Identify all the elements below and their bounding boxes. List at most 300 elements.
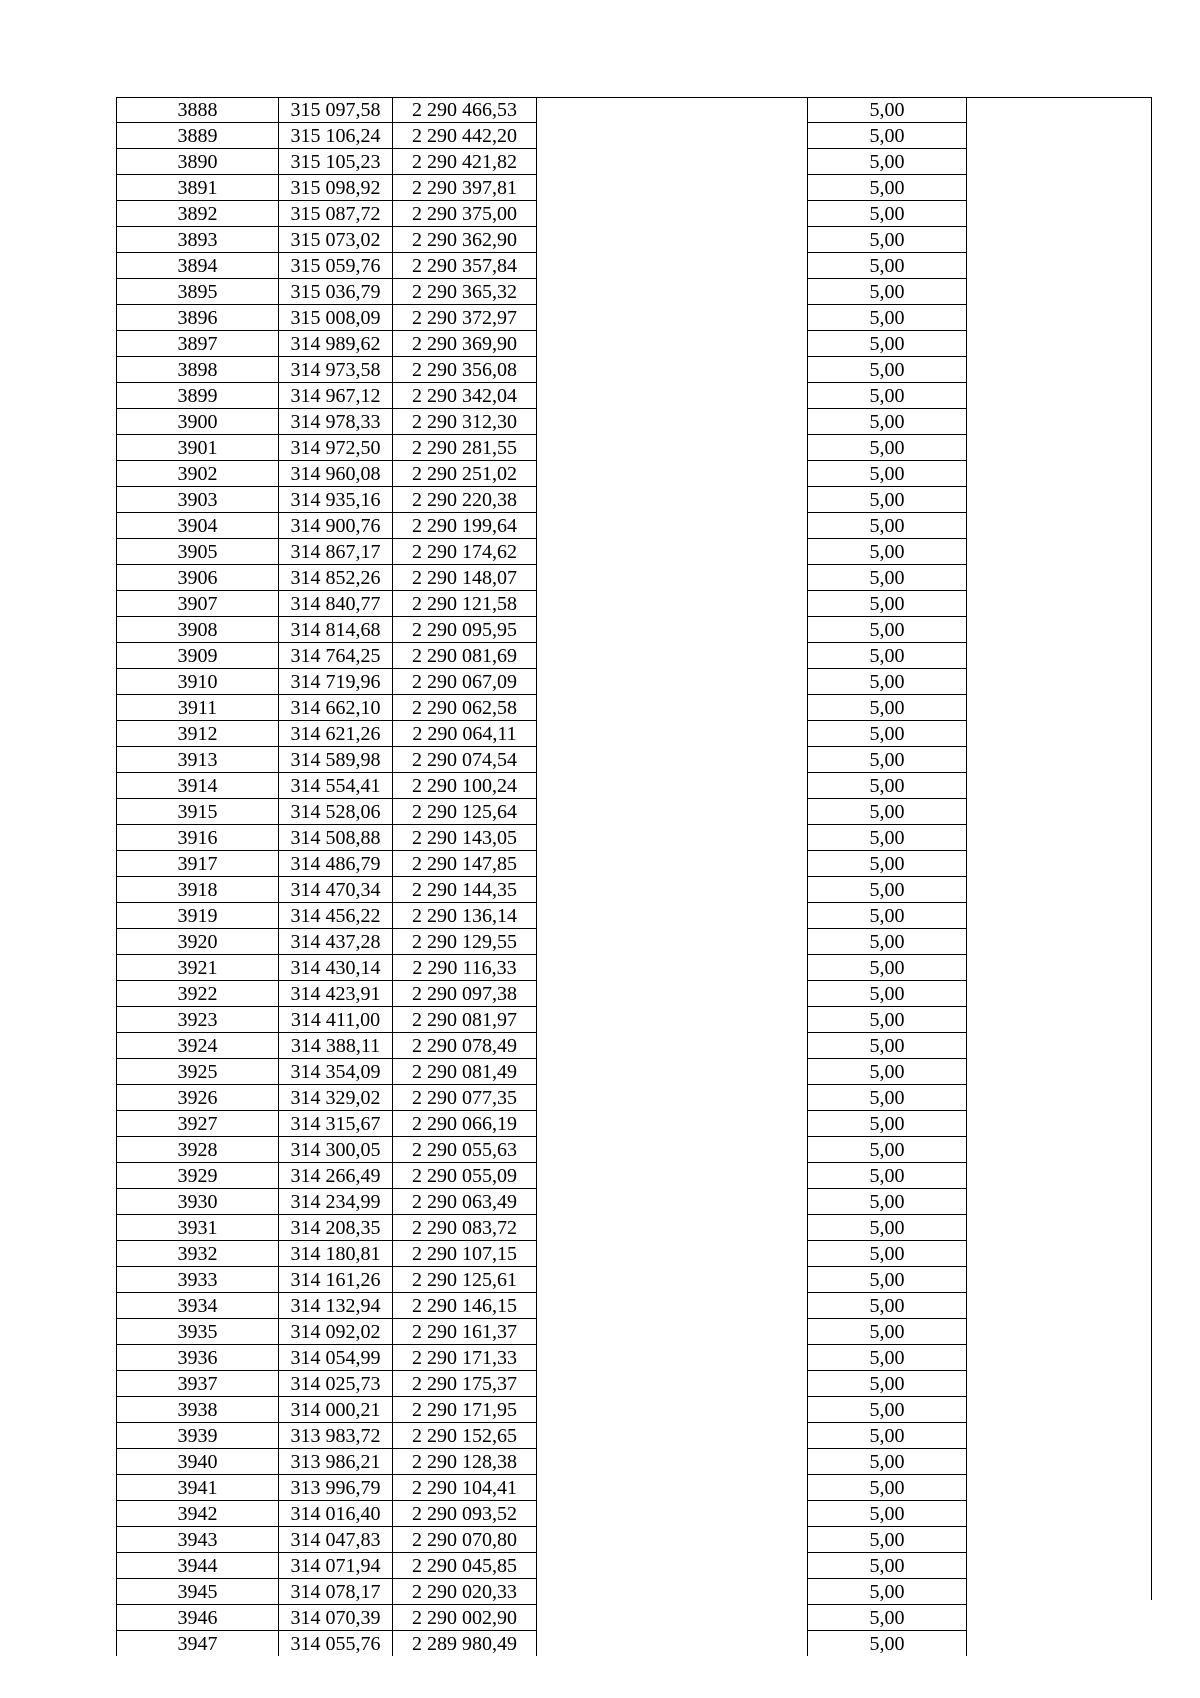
empty-cell <box>537 1189 808 1215</box>
table-row <box>117 1449 1153 1475</box>
x-coordinate-cell: 314 430,14 <box>279 955 393 981</box>
point-number-cell: 3904 <box>117 513 279 539</box>
table-row <box>117 279 1153 305</box>
empty-cell <box>967 955 1153 981</box>
value-cell: 5,00 <box>808 747 967 773</box>
value-cell: 5,00 <box>808 981 967 1007</box>
y-coordinate-cell: 2 290 121,58 <box>393 591 537 617</box>
x-coordinate-cell: 314 315,67 <box>279 1111 393 1137</box>
value-cell: 5,00 <box>808 1137 967 1163</box>
value-cell: 5,00 <box>808 331 967 357</box>
point-number-cell: 3910 <box>117 669 279 695</box>
empty-cell <box>967 1345 1153 1371</box>
y-coordinate-cell: 2 290 129,55 <box>393 929 537 955</box>
table-row <box>117 539 1153 565</box>
empty-cell <box>967 305 1153 331</box>
x-coordinate-cell: 314 528,06 <box>279 799 393 825</box>
empty-cell <box>537 1033 808 1059</box>
table-row <box>117 331 1153 357</box>
x-coordinate-cell: 314 047,83 <box>279 1527 393 1553</box>
value-cell: 5,00 <box>808 175 967 201</box>
point-number-cell: 3913 <box>117 747 279 773</box>
value-cell: 5,00 <box>808 513 967 539</box>
y-coordinate-cell: 2 290 251,02 <box>393 461 537 487</box>
empty-cell <box>967 1553 1153 1579</box>
value-cell: 5,00 <box>808 825 967 851</box>
empty-cell <box>967 695 1153 721</box>
y-coordinate-cell: 2 290 171,33 <box>393 1345 537 1371</box>
y-coordinate-cell: 2 290 147,85 <box>393 851 537 877</box>
empty-cell <box>967 903 1153 929</box>
empty-cell <box>537 409 808 435</box>
y-coordinate-cell: 2 290 066,19 <box>393 1111 537 1137</box>
empty-cell <box>967 253 1153 279</box>
empty-cell <box>537 253 808 279</box>
x-coordinate-cell: 315 098,92 <box>279 175 393 201</box>
point-number-cell: 3892 <box>117 201 279 227</box>
empty-cell <box>537 97 808 123</box>
empty-cell <box>537 695 808 721</box>
y-coordinate-cell: 2 290 148,07 <box>393 565 537 591</box>
point-number-cell: 3922 <box>117 981 279 1007</box>
table-row <box>117 1371 1153 1397</box>
point-number-cell: 3945 <box>117 1579 279 1605</box>
point-number-cell: 3926 <box>117 1085 279 1111</box>
empty-cell <box>537 201 808 227</box>
x-coordinate-cell: 314 300,05 <box>279 1137 393 1163</box>
empty-cell <box>967 643 1153 669</box>
x-coordinate-cell: 314 070,39 <box>279 1605 393 1631</box>
x-coordinate-cell: 314 967,12 <box>279 383 393 409</box>
empty-cell <box>967 1267 1153 1293</box>
y-coordinate-cell: 2 290 055,63 <box>393 1137 537 1163</box>
table-row <box>117 1631 1153 1657</box>
empty-cell <box>967 1241 1153 1267</box>
x-coordinate-cell: 314 764,25 <box>279 643 393 669</box>
table-row <box>117 1033 1153 1059</box>
value-cell: 5,00 <box>808 201 967 227</box>
point-number-cell: 3914 <box>117 773 279 799</box>
table-row <box>117 669 1153 695</box>
x-coordinate-cell: 313 983,72 <box>279 1423 393 1449</box>
point-number-cell: 3938 <box>117 1397 279 1423</box>
table-row <box>117 955 1153 981</box>
x-coordinate-cell: 314 078,17 <box>279 1579 393 1605</box>
y-coordinate-cell: 2 290 136,14 <box>393 903 537 929</box>
empty-cell <box>967 799 1153 825</box>
point-number-cell: 3911 <box>117 695 279 721</box>
point-number-cell: 3908 <box>117 617 279 643</box>
x-coordinate-cell: 314 071,94 <box>279 1553 393 1579</box>
empty-cell <box>967 1163 1153 1189</box>
empty-cell <box>537 1293 808 1319</box>
x-coordinate-cell: 315 105,23 <box>279 149 393 175</box>
value-cell: 5,00 <box>808 799 967 825</box>
x-coordinate-cell: 314 589,98 <box>279 747 393 773</box>
empty-cell <box>537 773 808 799</box>
empty-cell <box>967 929 1153 955</box>
empty-cell <box>537 955 808 981</box>
table-row <box>117 929 1153 955</box>
empty-cell <box>967 461 1153 487</box>
y-coordinate-cell: 2 290 116,33 <box>393 955 537 981</box>
value-cell: 5,00 <box>808 1319 967 1345</box>
empty-cell <box>967 1605 1153 1631</box>
x-coordinate-cell: 314 621,26 <box>279 721 393 747</box>
y-coordinate-cell: 2 290 161,37 <box>393 1319 537 1345</box>
empty-cell <box>967 1319 1153 1345</box>
point-number-cell: 3896 <box>117 305 279 331</box>
y-coordinate-cell: 2 290 067,09 <box>393 669 537 695</box>
table-row <box>117 461 1153 487</box>
y-coordinate-cell: 2 290 081,97 <box>393 1007 537 1033</box>
value-cell: 5,00 <box>808 1007 967 1033</box>
x-coordinate-cell: 314 840,77 <box>279 591 393 617</box>
empty-cell <box>537 929 808 955</box>
empty-cell <box>967 1371 1153 1397</box>
empty-cell <box>967 1111 1153 1137</box>
empty-cell <box>967 1397 1153 1423</box>
empty-cell <box>537 1631 808 1657</box>
empty-cell <box>537 617 808 643</box>
y-coordinate-cell: 2 290 375,00 <box>393 201 537 227</box>
point-number-cell: 3942 <box>117 1501 279 1527</box>
table-row <box>117 1241 1153 1267</box>
point-number-cell: 3898 <box>117 357 279 383</box>
y-coordinate-cell: 2 290 081,49 <box>393 1059 537 1085</box>
x-coordinate-cell: 314 208,35 <box>279 1215 393 1241</box>
empty-cell <box>967 1423 1153 1449</box>
value-cell: 5,00 <box>808 149 967 175</box>
table-row <box>117 565 1153 591</box>
table-row <box>117 1475 1153 1501</box>
x-coordinate-cell: 314 016,40 <box>279 1501 393 1527</box>
value-cell: 5,00 <box>808 1449 967 1475</box>
table-row <box>117 825 1153 851</box>
y-coordinate-cell: 2 290 372,97 <box>393 305 537 331</box>
y-coordinate-cell: 2 290 281,55 <box>393 435 537 461</box>
table-row <box>117 1605 1153 1631</box>
point-number-cell: 3899 <box>117 383 279 409</box>
empty-cell <box>537 305 808 331</box>
point-number-cell: 3939 <box>117 1423 279 1449</box>
y-coordinate-cell: 2 290 146,15 <box>393 1293 537 1319</box>
x-coordinate-cell: 314 662,10 <box>279 695 393 721</box>
empty-cell <box>537 1423 808 1449</box>
empty-cell <box>967 227 1153 253</box>
value-cell: 5,00 <box>808 955 967 981</box>
y-coordinate-cell: 2 290 466,53 <box>393 97 537 123</box>
empty-cell <box>537 721 808 747</box>
empty-cell <box>537 1059 808 1085</box>
table-row <box>117 487 1153 513</box>
empty-cell <box>537 747 808 773</box>
value-cell: 5,00 <box>808 383 967 409</box>
table-row <box>117 695 1153 721</box>
value-cell: 5,00 <box>808 461 967 487</box>
empty-cell <box>537 175 808 201</box>
table-row <box>117 747 1153 773</box>
point-number-cell: 3940 <box>117 1449 279 1475</box>
empty-cell <box>537 1085 808 1111</box>
y-coordinate-cell: 2 290 093,52 <box>393 1501 537 1527</box>
table-row <box>117 175 1153 201</box>
x-coordinate-cell: 314 814,68 <box>279 617 393 643</box>
empty-cell <box>967 539 1153 565</box>
y-coordinate-cell: 2 290 442,20 <box>393 123 537 149</box>
y-coordinate-cell: 2 290 128,38 <box>393 1449 537 1475</box>
empty-cell <box>967 175 1153 201</box>
value-cell: 5,00 <box>808 97 967 123</box>
empty-cell <box>967 877 1153 903</box>
empty-cell <box>537 1527 808 1553</box>
x-coordinate-cell: 315 097,58 <box>279 97 393 123</box>
empty-cell <box>967 331 1153 357</box>
x-coordinate-cell: 315 087,72 <box>279 201 393 227</box>
table-row <box>117 1527 1153 1553</box>
empty-cell <box>967 1501 1153 1527</box>
empty-cell <box>967 825 1153 851</box>
x-coordinate-cell: 314 329,02 <box>279 1085 393 1111</box>
x-coordinate-cell: 314 000,21 <box>279 1397 393 1423</box>
empty-cell <box>967 1033 1153 1059</box>
empty-cell <box>537 877 808 903</box>
value-cell: 5,00 <box>808 1267 967 1293</box>
y-coordinate-cell: 2 290 152,65 <box>393 1423 537 1449</box>
value-cell: 5,00 <box>808 409 967 435</box>
y-coordinate-cell: 2 290 002,90 <box>393 1605 537 1631</box>
point-number-cell: 3893 <box>117 227 279 253</box>
table-row <box>117 201 1153 227</box>
point-number-cell: 3915 <box>117 799 279 825</box>
y-coordinate-cell: 2 290 175,37 <box>393 1371 537 1397</box>
value-cell: 5,00 <box>808 1059 967 1085</box>
empty-cell <box>967 773 1153 799</box>
empty-cell <box>967 513 1153 539</box>
empty-cell <box>967 1059 1153 1085</box>
value-cell: 5,00 <box>808 1085 967 1111</box>
value-cell: 5,00 <box>808 721 967 747</box>
x-coordinate-cell: 314 978,33 <box>279 409 393 435</box>
y-coordinate-cell: 2 290 107,15 <box>393 1241 537 1267</box>
value-cell: 5,00 <box>808 1033 967 1059</box>
point-number-cell: 3947 <box>117 1631 279 1657</box>
value-cell: 5,00 <box>808 1163 967 1189</box>
value-cell: 5,00 <box>808 669 967 695</box>
table-row <box>117 1007 1153 1033</box>
table-row <box>117 1579 1153 1605</box>
empty-cell <box>537 1319 808 1345</box>
point-number-cell: 3937 <box>117 1371 279 1397</box>
empty-cell <box>537 643 808 669</box>
value-cell: 5,00 <box>808 903 967 929</box>
table-row <box>117 97 1153 123</box>
empty-cell <box>537 1553 808 1579</box>
table-row <box>117 721 1153 747</box>
table-row <box>117 617 1153 643</box>
table-row <box>117 851 1153 877</box>
x-coordinate-cell: 314 852,26 <box>279 565 393 591</box>
point-number-cell: 3888 <box>117 97 279 123</box>
point-number-cell: 3930 <box>117 1189 279 1215</box>
x-coordinate-cell: 313 986,21 <box>279 1449 393 1475</box>
table-row <box>117 383 1153 409</box>
x-coordinate-cell: 314 508,88 <box>279 825 393 851</box>
x-coordinate-cell: 315 036,79 <box>279 279 393 305</box>
y-coordinate-cell: 2 290 078,49 <box>393 1033 537 1059</box>
x-coordinate-cell: 314 354,09 <box>279 1059 393 1085</box>
y-coordinate-cell: 2 290 095,95 <box>393 617 537 643</box>
empty-cell <box>967 1007 1153 1033</box>
value-cell: 5,00 <box>808 1423 967 1449</box>
value-cell: 5,00 <box>808 1293 967 1319</box>
point-number-cell: 3894 <box>117 253 279 279</box>
y-coordinate-cell: 2 290 083,72 <box>393 1215 537 1241</box>
empty-cell <box>967 981 1153 1007</box>
table-row <box>117 877 1153 903</box>
point-number-cell: 3909 <box>117 643 279 669</box>
empty-cell <box>967 123 1153 149</box>
table-row <box>117 1397 1153 1423</box>
table-row <box>117 357 1153 383</box>
table-row <box>117 591 1153 617</box>
point-number-cell: 3932 <box>117 1241 279 1267</box>
value-cell: 5,00 <box>808 1345 967 1371</box>
y-coordinate-cell: 2 290 369,90 <box>393 331 537 357</box>
value-cell: 5,00 <box>808 591 967 617</box>
table-row <box>117 1319 1153 1345</box>
point-number-cell: 3923 <box>117 1007 279 1033</box>
point-number-cell: 3891 <box>117 175 279 201</box>
y-coordinate-cell: 2 290 125,64 <box>393 799 537 825</box>
table-row <box>117 1553 1153 1579</box>
table-row <box>117 435 1153 461</box>
y-coordinate-cell: 2 290 100,24 <box>393 773 537 799</box>
table-row <box>117 1267 1153 1293</box>
x-coordinate-cell: 315 059,76 <box>279 253 393 279</box>
y-coordinate-cell: 2 290 055,09 <box>393 1163 537 1189</box>
x-coordinate-cell: 314 161,26 <box>279 1267 393 1293</box>
y-coordinate-cell: 2 289 980,49 <box>393 1631 537 1657</box>
y-coordinate-cell: 2 290 081,69 <box>393 643 537 669</box>
empty-cell <box>537 669 808 695</box>
empty-cell <box>537 903 808 929</box>
point-number-cell: 3933 <box>117 1267 279 1293</box>
x-coordinate-cell: 314 437,28 <box>279 929 393 955</box>
x-coordinate-cell: 314 989,62 <box>279 331 393 357</box>
x-coordinate-cell: 314 411,00 <box>279 1007 393 1033</box>
y-coordinate-cell: 2 290 070,80 <box>393 1527 537 1553</box>
empty-cell <box>537 825 808 851</box>
empty-cell <box>537 1475 808 1501</box>
empty-cell <box>967 721 1153 747</box>
x-coordinate-cell: 314 055,76 <box>279 1631 393 1657</box>
x-coordinate-cell: 314 554,41 <box>279 773 393 799</box>
point-number-cell: 3890 <box>117 149 279 175</box>
table-row <box>117 305 1153 331</box>
x-coordinate-cell: 314 234,99 <box>279 1189 393 1215</box>
coordinates-table <box>116 97 1153 1656</box>
value-cell: 5,00 <box>808 1241 967 1267</box>
value-cell: 5,00 <box>808 227 967 253</box>
table-row <box>117 1345 1153 1371</box>
empty-cell <box>537 1605 808 1631</box>
y-coordinate-cell: 2 290 171,95 <box>393 1397 537 1423</box>
point-number-cell: 3907 <box>117 591 279 617</box>
empty-cell <box>967 1449 1153 1475</box>
empty-cell <box>967 1085 1153 1111</box>
empty-cell <box>537 227 808 253</box>
empty-cell <box>537 461 808 487</box>
point-number-cell: 3895 <box>117 279 279 305</box>
x-coordinate-cell: 314 972,50 <box>279 435 393 461</box>
point-number-cell: 3900 <box>117 409 279 435</box>
empty-cell <box>537 1137 808 1163</box>
empty-cell <box>537 1371 808 1397</box>
empty-cell <box>537 1111 808 1137</box>
empty-cell <box>537 1397 808 1423</box>
table-row <box>117 227 1153 253</box>
point-number-cell: 3935 <box>117 1319 279 1345</box>
point-number-cell: 3925 <box>117 1059 279 1085</box>
table-row <box>117 1189 1153 1215</box>
point-number-cell: 3946 <box>117 1605 279 1631</box>
table-row <box>117 643 1153 669</box>
y-coordinate-cell: 2 290 077,35 <box>393 1085 537 1111</box>
empty-cell <box>537 1345 808 1371</box>
empty-cell <box>967 149 1153 175</box>
empty-cell <box>967 1137 1153 1163</box>
value-cell: 5,00 <box>808 279 967 305</box>
x-coordinate-cell: 314 266,49 <box>279 1163 393 1189</box>
point-number-cell: 3934 <box>117 1293 279 1319</box>
empty-cell <box>537 851 808 877</box>
x-coordinate-cell: 315 008,09 <box>279 305 393 331</box>
y-coordinate-cell: 2 290 174,62 <box>393 539 537 565</box>
point-number-cell: 3920 <box>117 929 279 955</box>
empty-cell <box>537 357 808 383</box>
empty-cell <box>967 435 1153 461</box>
empty-cell <box>967 409 1153 435</box>
empty-cell <box>967 487 1153 513</box>
empty-cell <box>967 97 1153 123</box>
value-cell: 5,00 <box>808 1111 967 1137</box>
value-cell: 5,00 <box>808 1527 967 1553</box>
point-number-cell: 3941 <box>117 1475 279 1501</box>
point-number-cell: 3903 <box>117 487 279 513</box>
empty-cell <box>967 617 1153 643</box>
table-row <box>117 1137 1153 1163</box>
empty-cell <box>537 539 808 565</box>
empty-cell <box>967 1527 1153 1553</box>
empty-cell <box>537 383 808 409</box>
empty-cell <box>537 279 808 305</box>
empty-cell <box>537 565 808 591</box>
empty-cell <box>537 1163 808 1189</box>
empty-cell <box>537 1241 808 1267</box>
table-row <box>117 123 1153 149</box>
table-row <box>117 253 1153 279</box>
value-cell: 5,00 <box>808 851 967 877</box>
x-coordinate-cell: 314 054,99 <box>279 1345 393 1371</box>
y-coordinate-cell: 2 290 220,38 <box>393 487 537 513</box>
point-number-cell: 3902 <box>117 461 279 487</box>
point-number-cell: 3889 <box>117 123 279 149</box>
value-cell: 5,00 <box>808 1475 967 1501</box>
x-coordinate-cell: 314 935,16 <box>279 487 393 513</box>
empty-cell <box>967 851 1153 877</box>
value-cell: 5,00 <box>808 929 967 955</box>
